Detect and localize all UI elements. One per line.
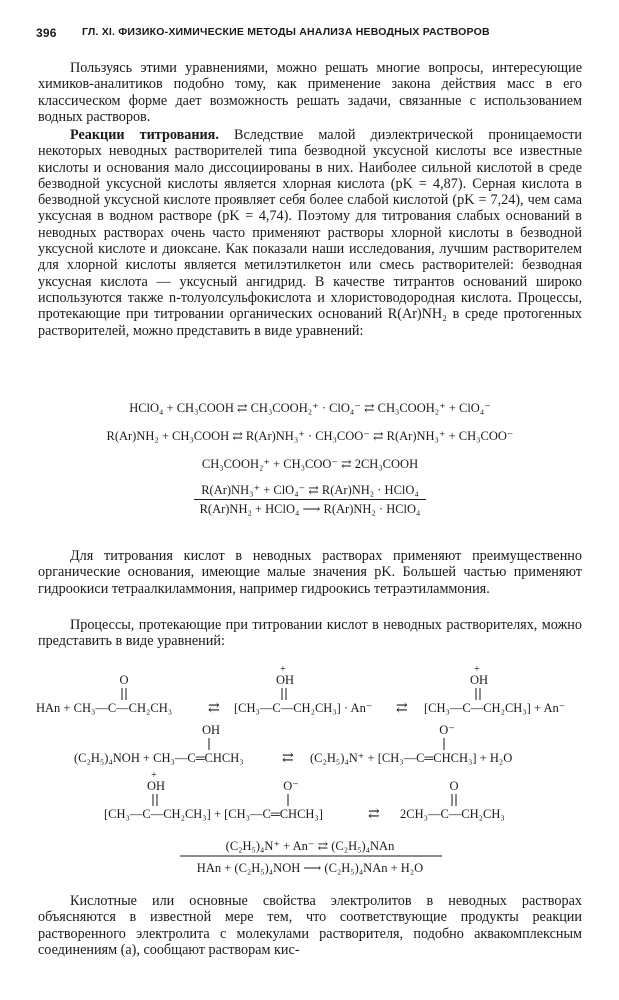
equation-text: [CH₃—C—CH₂CH₃] + An⁻ xyxy=(424,701,566,715)
equation-line: HClO₄ + CH₃COOH ⇄ CH₃COOH₂⁺ · ClO₄⁻ ⇄ CH₃COOH₂⁺ + ClO₄⁻ xyxy=(129,401,491,415)
paragraph-text: Для титрования кислот в неводных растворах применяют преимущественно органические основания, имеющие малые значения pK. Большей частью применяют гидроокиси тетраалкиламмония, например гидроокись тетраэтиламмония. xyxy=(38,548,582,597)
equation-line: CH₃COOH₂⁺ + CH₃COO⁻ ⇄ 2CH₃COOH xyxy=(201,457,419,471)
equation-text: (C₂H₅)₄NOH + CH₃—C═CHCH₃ xyxy=(74,751,244,765)
plus-sign: + xyxy=(280,664,286,675)
enolate-oxygen-label: O⁻ xyxy=(283,779,299,793)
ketone-oxygen-label: O xyxy=(119,673,129,687)
paragraph-titration xyxy=(38,127,582,339)
equation-text: HAn + CH₃—C—CH₂CH₃ xyxy=(36,701,173,715)
enolate-oxygen-label: O⁻ xyxy=(439,723,455,737)
paragraph-body: Вследствие малой диэлектрической проницаемости некоторых неводных растворителей типа безводной уксусной кислоты все известные кислоты и основания мало диссоциированы в них. Наиболее сильной кислотой в среде безводной уксусной кислоты является хлорная кислота (pK = 4,87). Серная кислота в безводной уксусной кислоте проявляет себя более слабой кислотой (pK = 7,24), чем сама уксусная в водном растворе (pK = 4,74). Поэтому для титрования слабых оснований в неводных растворах очень часто применяют растворы хлорной кислоты в безводной уксусной кислоте и диоксане. Как показали наши исследования, лучшим растворителем для хлорной кислоты является метилэтилкетон или смесь растворителей: безводная уксусная кислота — уксусный ангидрид. В качестве титрантов оснований широко используются также n-толуолсульфокислота и хлористоводородная кислота. Процессы, протекающие при титровании органических оснований R(Ar)NH₂ в среде протогенных растворителей, можно представить в виде уравнений: xyxy=(38,127,582,339)
plus-sign: + xyxy=(474,664,480,675)
protonated-oxygen-label: OH xyxy=(146,779,166,793)
enol-hydroxyl-label: OH xyxy=(201,723,221,737)
paragraph-text: Процессы, протекающие при титровании кислот в неводных растворителях, можно представить в виде уравнений: xyxy=(38,617,582,650)
equilibrium-arrow: ⇄ xyxy=(208,701,220,716)
equation-text: [CH₃—C—CH₂CH₃] + [CH₃—C═CHCH₃] xyxy=(104,807,323,821)
plus-sign: + xyxy=(151,770,157,781)
equation-text: 2CH₃—C—CH₂CH₃ xyxy=(400,807,505,821)
paragraph-acids-processes xyxy=(38,617,582,650)
equation-block-bases xyxy=(30,397,590,518)
section-runin-heading: Реакции титрования. xyxy=(70,127,219,143)
equation-text: [CH₃—C—CH₂CH₃] · An⁻ xyxy=(234,701,373,715)
page-number: 396 xyxy=(36,26,57,40)
paragraph-electrolytes xyxy=(38,893,582,958)
paragraph-text xyxy=(38,127,582,339)
running-title: ГЛ. XI. ФИЗИКО-ХИМИЧЕСКИЕ МЕТОДЫ АНАЛИЗА НЕВОДНЫХ РАСТВОРОВ xyxy=(82,26,490,38)
summary-numerator: (C₂H₅)₄N⁺ + An⁻ ⇄ (C₂H₅)₄NAn xyxy=(225,839,395,853)
summary-denominator: R(Ar)NH₂ + HClO₄ ⟶ R(Ar)NH₂ · HClO₄ xyxy=(199,502,421,516)
equation-block-acids xyxy=(0,650,619,890)
summary-denominator: HAn + (C₂H₅)₄NOH ⟶ (C₂H₅)₄NAn + H₂O xyxy=(196,861,424,875)
paragraph-text: Кислотные или основные свойства электролитов в неводных растворах объясняются в известной мере тем, что соответствующие продукты реакции растворенного электролита с молекулами растворителя, подобно аквакомплексным соединениям (а), сообщают растворам кис- xyxy=(38,893,582,958)
paragraph-intro xyxy=(38,60,582,125)
protonated-oxygen-label: OH xyxy=(275,673,295,687)
protonated-oxygen-label: OH xyxy=(469,673,489,687)
summary-numerator: R(Ar)NH₃⁺ + ClO₄⁻ ⇄ R(Ar)NH₂ · HClO₄ xyxy=(194,481,427,500)
paragraph-acids-titrants xyxy=(38,548,582,597)
paragraph-text: Пользуясь этими уравнениями, можно решать многие вопросы, интересующие химиков-аналитиков подобно тому, как применение закона действия масс в его классическом форме дает возможность решать задачи, связанные с использованием водных растворов. xyxy=(38,60,582,125)
summary-fraction xyxy=(194,481,427,518)
equilibrium-arrow: ⇄ xyxy=(282,751,294,766)
equation-text: (C₂H₅)₄N⁺ + [CH₃—C═CHCH₃] + H₂O xyxy=(310,751,513,765)
running-header xyxy=(36,26,596,44)
equilibrium-arrow: ⇄ xyxy=(396,701,408,716)
ketone-oxygen-label: O xyxy=(449,779,459,793)
summary-equation xyxy=(30,481,590,518)
equilibrium-arrow: ⇄ xyxy=(368,807,380,822)
equation-line: R(Ar)NH₂ + CH₃COOH ⇄ R(Ar)NH₃⁺ · CH₃COO⁻ ⇄ R(Ar)NH₃⁺ + CH₃COO⁻ xyxy=(106,429,514,443)
